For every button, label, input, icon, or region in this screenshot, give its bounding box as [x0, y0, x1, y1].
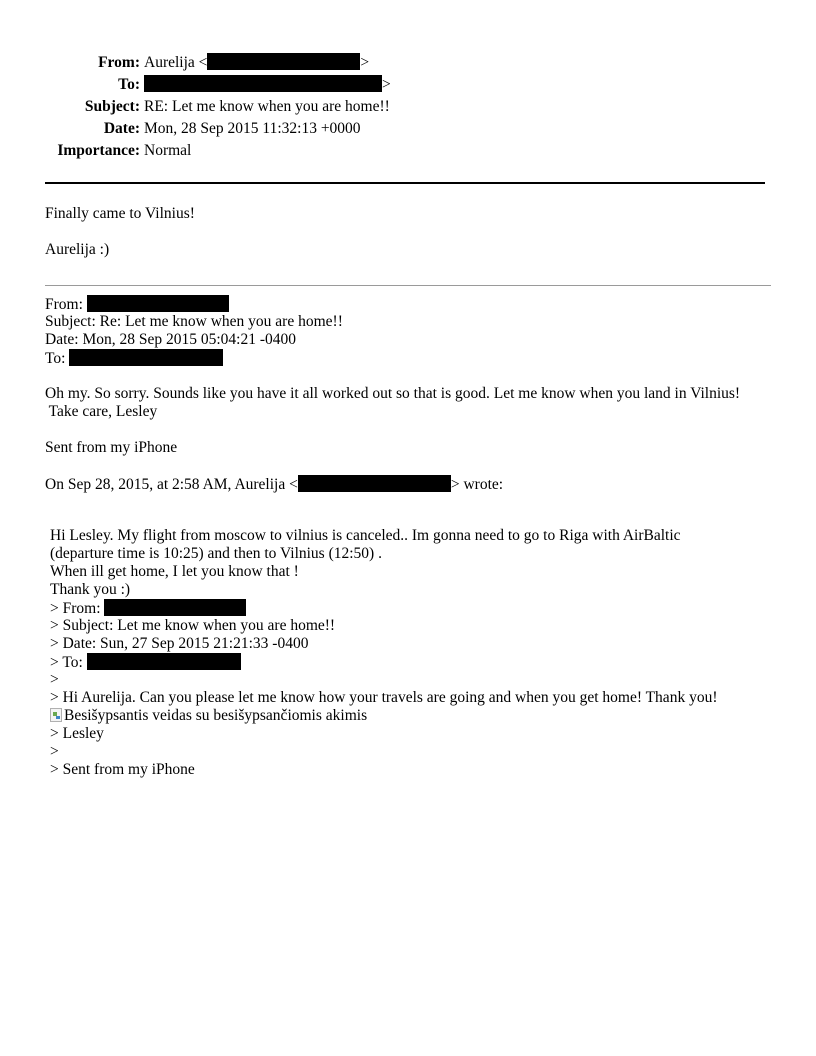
header-date-row	[0, 118, 391, 140]
reply-from-label: From:	[45, 296, 83, 313]
redacted-reply-to	[69, 349, 223, 366]
redacted-attribution-email	[298, 475, 451, 492]
reply-date-line: Date: Mon, 28 Sep 2015 05:04:21 -0400	[45, 331, 296, 348]
subject-label: Subject:	[84, 98, 140, 115]
quoted-line-2: (departure time is 10:25) and then to Vilnius (12:50) .	[50, 545, 382, 562]
attribution-prefix: On Sep 28, 2015, at 2:58 AM, Aurelija <	[45, 476, 298, 493]
quoted-image-line	[50, 707, 780, 725]
attribution-suffix: > wrote:	[450, 476, 504, 493]
quoted-to-label: > To:	[50, 654, 83, 671]
quoted-message-line: > Hi Aurelija. Can you please let me know how your travels are going and when you get home! Thank you!	[50, 689, 718, 706]
redacted-reply-from	[87, 295, 229, 312]
quoted-lesley-line: > Lesley	[50, 725, 104, 742]
date-label: Date:	[103, 120, 140, 137]
quoted-line-3: When ill get home, I let you know that !	[50, 563, 299, 580]
header-subject-row	[0, 96, 391, 118]
header-importance-row	[0, 140, 391, 162]
from-name: Aurelija <	[144, 54, 208, 71]
reply-signature: Sent from my iPhone	[45, 439, 178, 456]
redacted-quoted-from	[104, 599, 246, 616]
importance-value: Normal	[144, 142, 192, 159]
image-alt-text: Besišypsantis veidas su besišypsančiomis akimis	[64, 707, 368, 724]
quoted-to-line	[50, 653, 780, 672]
to-value	[144, 74, 391, 96]
from-value	[144, 52, 369, 74]
body-line-1: Finally came to Vilnius!	[45, 205, 195, 222]
reply-subject-line: Subject: Re: Let me know when you are home!!	[45, 313, 343, 330]
broken-image-icon	[50, 708, 62, 722]
quoted-from-line	[50, 599, 780, 618]
redacted-quoted-to	[87, 653, 241, 670]
reply-to-label: To:	[45, 350, 66, 367]
quoted-date-line: > Date: Sun, 27 Sep 2015 21:21:33 -0400	[50, 635, 309, 652]
reply-message-line-1: Oh my. So sorry. Sounds like you have it all worked out so that is good. Let me know when you land in Vilnius!	[45, 385, 741, 402]
to-label: To:	[118, 76, 140, 93]
reply-from-line	[45, 295, 775, 314]
to-close: >	[382, 76, 391, 93]
importance-label: Importance:	[57, 142, 140, 159]
reply-to-line	[45, 349, 775, 368]
from-close: >	[360, 54, 370, 71]
date-value: Mon, 28 Sep 2015 11:32:13 +0000	[144, 120, 361, 137]
subject-value: RE: Let me know when you are home!!	[144, 98, 390, 115]
attribution-line	[45, 475, 775, 494]
quoted-line-4: Thank you :)	[50, 581, 131, 598]
header-to-row	[0, 74, 391, 96]
redacted-email	[207, 53, 360, 70]
quoted-line-1: Hi Lesley. My flight from moscow to vilnius is canceled.. Im gonna need to go to Riga with AirBaltic	[50, 527, 681, 544]
quoted-signature: > Sent from my iPhone	[50, 761, 195, 778]
quoted-from-label: > From:	[50, 600, 101, 617]
header-divider	[45, 182, 765, 184]
quoted-gt-line-2: >	[50, 743, 59, 760]
redacted-recipient	[144, 75, 382, 92]
reply-divider	[45, 285, 771, 286]
quoted-gt-line-1: >	[50, 671, 59, 688]
body-line-2: Aurelija :)	[45, 241, 110, 258]
email-header	[0, 52, 391, 162]
quoted-subject-line: > Subject: Let me know when you are home!!	[50, 617, 336, 634]
header-from-row	[0, 52, 391, 74]
reply-message-line-2: Take care, Lesley	[45, 403, 158, 420]
from-label: From:	[98, 54, 140, 71]
